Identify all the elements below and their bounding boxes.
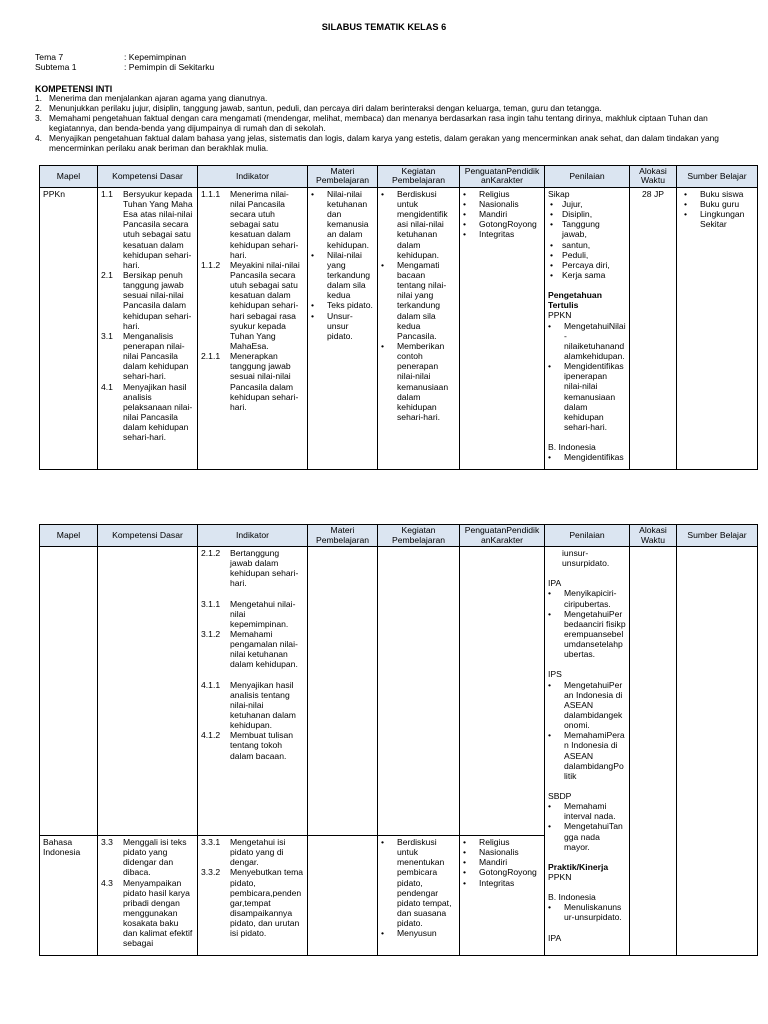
cell-penilaian — [545, 187, 630, 469]
header-materi: Materi Pembelajaran — [308, 525, 378, 547]
cell-penguatan — [460, 547, 545, 836]
materi-item: • Nilai-nilai ketuhanan dan kemanusia an dalam kehidupan. — [311, 189, 374, 250]
cell-indikator — [198, 187, 308, 469]
kegiatan-item: • Menyusun — [381, 928, 456, 938]
ki-item: 4. Menyajikan pengetahuan faktual dalam bahasa yang jelas, sistematis dan logis, dalam karya yang estetis, dalam gerakan yang mencerminkan anak sehat, dan dalam tindakan yang mencerminkan perilaku anak beriman dan berakhlak mulia. — [35, 132, 719, 153]
ipa-label: IPA — [548, 932, 562, 943]
kegiatan-item: • Berdiskusi untuk menentukan pembicara pidato, pendengar pidato tempat, dan suasana pidato. — [381, 837, 456, 928]
header-kegiatan: Kegiatan Pembelajaran — [378, 166, 460, 188]
ips-label: IPS — [548, 669, 562, 680]
header-penilaian: Penilaian — [545, 166, 630, 188]
kd-item: 3.3 Menggali isi teks pidato yang didengar dan dibaca. — [101, 837, 187, 878]
cell-kd — [98, 547, 198, 836]
penguatan-item: • Religius — [463, 189, 541, 199]
tema-label: Tema 7 — [35, 52, 64, 62]
materi-item: • Unsur-unsur pidato. — [311, 311, 374, 341]
indikator-item: 2.1.2 Bertanggung jawab dalam kehidupan sehari- hari. — [201, 548, 299, 589]
kd-item: 1.1 Bersyukur kepada Tuhan Yang Maha Esa atas nilai-nilai Pancasila secara utuh sebagai satu kesatuan dalam kehidupan sehari-hari. — [101, 188, 193, 270]
header-penguatan: PenguatanPendidikanKarakter — [460, 525, 545, 547]
indikator-item: 3.1.1 Mengetahui nilai-nilai kepemimpinan. — [201, 598, 296, 629]
bi-label: B. Indonesia — [548, 442, 596, 453]
table-row — [40, 187, 758, 469]
penguatan-item: • Religius — [463, 837, 541, 847]
header-sumber: Sumber Belajar — [677, 525, 758, 547]
cell-indikator — [198, 836, 308, 956]
header-indikator: Indikator — [198, 525, 308, 547]
cell-kd — [98, 187, 198, 469]
ki-item: 1. Menerima dan menjalankan ajaran agama yang dianutnya. — [35, 93, 268, 103]
pengetahuan-label: Pengetahuan Tertulis — [548, 290, 602, 311]
penguatan-item: • Nasionalis — [463, 199, 541, 209]
sikap-item: • Jujur, — [548, 199, 626, 209]
kegiatan-item: • Berdiskusi untuk mengidentifik asi nilai-nilai ketuhanan dalam kehidupan. — [381, 189, 456, 260]
cell-indikator — [198, 547, 308, 836]
syllabus-table-page-1 — [39, 165, 758, 470]
document-title: SILABUS TEMATIK KELAS 6 — [321, 22, 447, 32]
table-row — [40, 547, 758, 836]
ppkn-label: PPKN — [548, 310, 572, 321]
kd-item: 4.1 Menyajikan hasil analisis pelaksanaan nilai-nilai Pancasila dalam kehidupan sehari-hari. — [101, 381, 193, 443]
sikap-label: Sikap — [548, 188, 570, 199]
kegiatan-item: • Memberikan contoh penerapan nilai-nilai kemanusiaan dalam kehidupan sehari-hari. — [381, 341, 456, 422]
sumber-item: • Lingkungan Sekitar — [684, 209, 754, 229]
penilaian-item: • Memahami interval nada. — [548, 801, 626, 821]
ki-item: 2. Menunjukkan perilaku jujur, disiplin, tanggung jawab, santun, peduli, dan percaya diri dalam berinteraksi dengan keluarga, teman, guru dan tetangga. — [35, 102, 602, 113]
indikator-item: 3.1.2 Memahami pengamalan nilai-nilai ketuhanan dalam kehidupan. — [201, 628, 298, 670]
tema-row — [35, 52, 187, 62]
penilaian-item: • MengetahuiPer bedaanciri fisikp erempuansebel umdansetelahp ubertas. — [548, 609, 626, 660]
sbdp-label: SBDP — [548, 790, 572, 801]
penilaian-cont: iunsur-unsurpidato. — [562, 548, 610, 569]
sikap-item: • Percaya diri, — [548, 260, 626, 270]
penilaian-item: • MengetahuiPer an Indonesia di ASEAN dalambidangek onomi. — [548, 680, 626, 731]
kegiatan-item: • Mengamati bacaan tentang nilai-nilai yang terkandung dalam sila kedua Pancasila. — [381, 260, 456, 341]
kompetensi-inti-heading: KOMPETENSI INTI — [35, 84, 113, 94]
ipa-label: IPA — [548, 578, 562, 589]
penilaian-item: • MengetahuiTan gga nada mayor. — [548, 821, 626, 851]
kompetensi-inti-list — [35, 94, 735, 153]
header-kd: Kompetensi Dasar — [98, 166, 198, 188]
penguatan-item: • GotongRoyong — [463, 219, 541, 229]
cell-sumber — [677, 547, 758, 956]
cell-mapel: PPKn — [40, 187, 98, 469]
bi-label: B. Indonesia — [548, 892, 596, 903]
materi-item: • Nilai-nilai yang terkandung dalam sila kedua — [311, 250, 374, 301]
kd-item: 3.1 Menganalisis penerapan nilai-nilai Pancasila dalam kehidupan sehari-hari. — [101, 330, 189, 382]
penilaian-item: • MemahamiPera n Indonesia di ASEAN dalambidangPo litik — [548, 730, 626, 781]
materi-item: • Teks pidato. — [311, 300, 374, 310]
ppkn-label: PPKN — [548, 871, 572, 882]
indikator-item: 4.1.2 Membuat tulisan tentang tokoh dalam bacaan. — [201, 730, 294, 761]
cell-mapel — [40, 547, 98, 836]
tema-value: : Kepemimpinan — [124, 52, 187, 62]
indikator-item: 4.1.1 Menyajikan hasil analisis tentang nilai-nilai ketuhanan dalam kehidupan. — [201, 679, 296, 731]
header-kegiatan: Kegiatan Pembelajaran — [378, 525, 460, 547]
header-alokasi: Alokasi Waktu — [630, 166, 677, 188]
penguatan-item: • Mandiri — [463, 209, 541, 219]
sikap-item: • santun, — [548, 240, 626, 250]
kd-item: 4.3 Menyampaikan pidato hasil karya pribadi dengan menggunakan kosakata baku dan kalimat efektif sebagai — [101, 877, 193, 949]
penilaian-item: • Mengidentifikas ipenerapan nilai-nilai kemanusiaan dalam kehidupan sehari-hari. — [548, 361, 626, 432]
header-alokasi: Alokasi Waktu — [630, 525, 677, 547]
table-header-row — [40, 525, 758, 547]
cell-kegiatan — [378, 547, 460, 836]
penilaian-item: • MengetahuiNilai-nilaiketuhanand alamkehidupan. — [548, 321, 626, 362]
cell-alokasi: 28 JP — [630, 187, 677, 469]
indikator-item: 3.3.1 Mengetahui isi pidato yang di dengar. — [201, 837, 286, 868]
penguatan-item: • Integritas — [463, 878, 541, 888]
penguatan-item: • Integritas — [463, 229, 541, 239]
cell-kd — [98, 836, 198, 956]
header-penilaian: Penilaian — [545, 525, 630, 547]
table-header-row — [40, 166, 758, 188]
sumber-item: • Buku siswa — [684, 189, 754, 199]
syllabus-table-page-2 — [39, 524, 758, 956]
sikap-item: • Kerja sama — [548, 270, 626, 280]
indikator-item: 2.1.1 Menerapkan tanggung jawab sesuai nilai-nilai Pancasila dalam kehidupan sehari-hari. — [201, 351, 299, 412]
kd-item: 2.1 Bersikap penuh tanggung jawab sesuai nilai-nilai Pancasila dalam kehidupan sehari-hari. — [101, 270, 192, 331]
penguatan-item: • Mandiri — [463, 857, 541, 867]
cell-mapel: Bahasa Indonesia — [40, 836, 98, 956]
cell-penguatan — [460, 187, 545, 469]
cell-sumber — [677, 187, 758, 469]
cell-penilaian — [545, 547, 630, 956]
indikator-item: 3.3.2 Menyebutkan tema pidato, pembicara,pendengar,tempat disampaikannya pidato, dan urutan isi pidato. — [201, 867, 304, 939]
sikap-item: • Peduli, — [548, 250, 626, 260]
header-kd: Kompetensi Dasar — [98, 525, 198, 547]
header-sumber: Sumber Belajar — [677, 166, 758, 188]
subtema-label: Subtema 1 — [35, 62, 77, 72]
header-indikator: Indikator — [198, 166, 308, 188]
cell-materi — [308, 836, 378, 956]
header-mapel: Mapel — [40, 525, 98, 547]
penilaian-item: • Menyikapiciri-ciripubertas. — [548, 588, 626, 608]
subtema-row — [35, 62, 215, 72]
cell-materi — [308, 187, 378, 469]
cell-kegiatan — [378, 836, 460, 956]
cell-penguatan — [460, 836, 545, 956]
ki-item: 3. Memahami pengetahuan faktual dengan cara mengamati (mendengar, melihat, membaca) dan menanya berdasarkan rasa ingin tahu tentang dirinya, makhluk ciptaan Tuhan dan kegiatannya, dan benda-benda yang dijumpainya di rumah dan di sekolah. — [35, 112, 708, 133]
penguatan-item: • Nasionalis — [463, 847, 541, 857]
praktik-label: Praktik/Kinerja — [548, 861, 609, 872]
cell-alokasi — [630, 547, 677, 956]
header-materi: Materi Pembelajaran — [308, 166, 378, 188]
sikap-item: • Tanggung jawab, — [548, 219, 626, 239]
sikap-item: • Disiplin, — [548, 209, 626, 219]
cell-kegiatan — [378, 187, 460, 469]
indikator-item: 1.1.2 Meyakini nilai-nilai Pancasila secara utuh sebagai satu kesatuan dalam kehidupan sehari-hari sebagai rasa syukur kepada Tuhan Yang MahaEsa. — [201, 259, 300, 352]
penguatan-item: • GotongRoyong — [463, 867, 541, 877]
cell-materi — [308, 547, 378, 836]
subtema-value: : Pemimpin di Sekitarku — [124, 62, 215, 72]
penilaian-item: • Mengidentifikas — [548, 452, 626, 462]
indikator-item: 1.1.1 Menerima nilai-nilai Pancasila secara utuh sebagai satu kesatuan dalam kehidupan sehari-hari. — [201, 188, 299, 260]
penilaian-item: • Menuliskanuns ur-unsurpidato. — [548, 902, 626, 922]
header-mapel: Mapel — [40, 166, 98, 188]
header-penguatan: PenguatanPendidikanKarakter — [460, 166, 545, 188]
sumber-item: • Buku guru — [684, 199, 754, 209]
